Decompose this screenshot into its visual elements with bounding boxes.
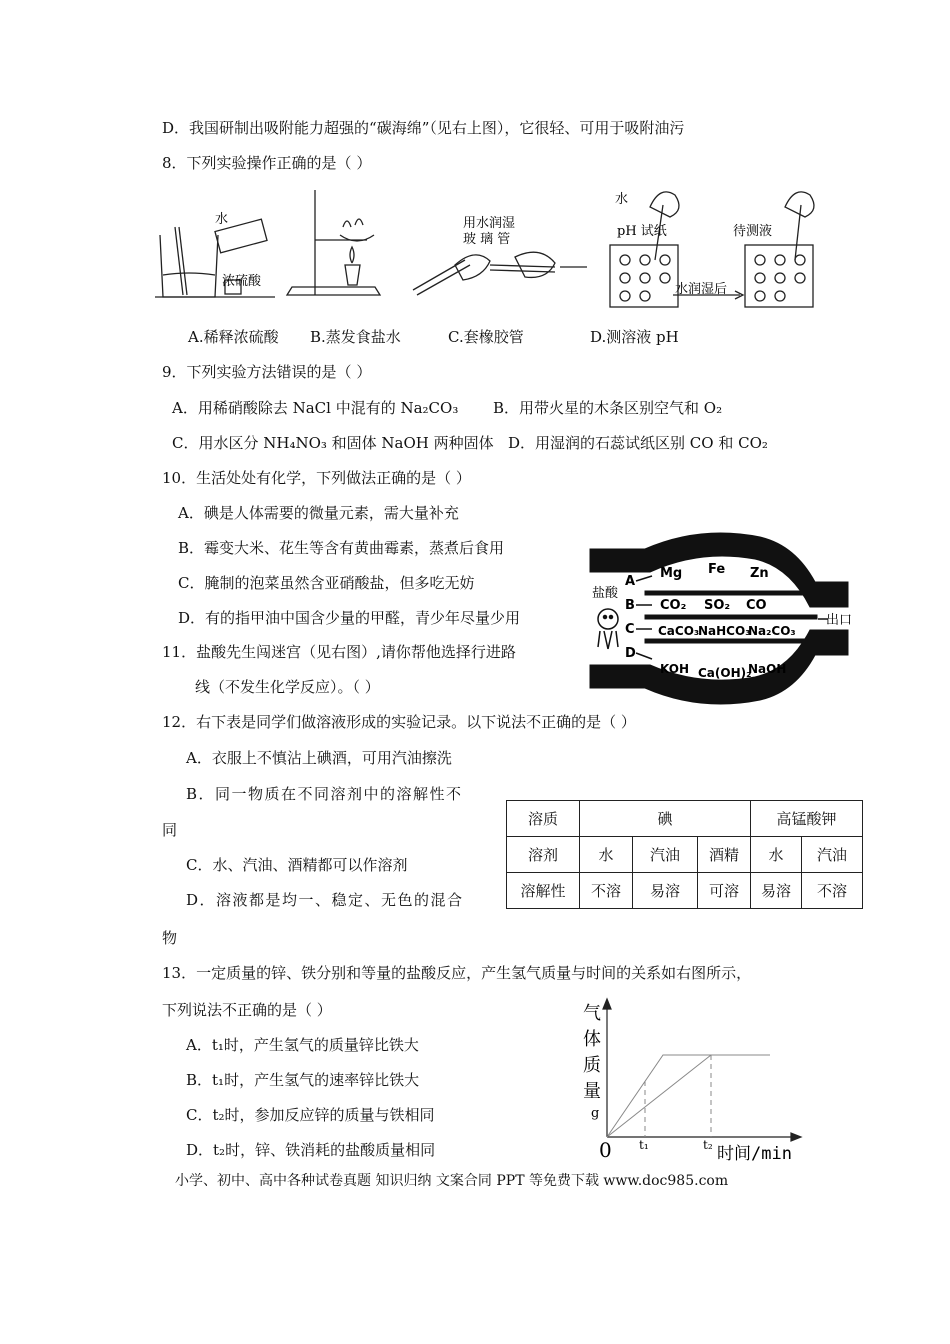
q8-option-b: B.蒸发食盐水 (310, 328, 401, 346)
table-row (507, 801, 863, 837)
table-cell: 溶剂 (507, 837, 580, 873)
maze-d-1: KOH (660, 662, 690, 676)
page-footer: 小学、初中、高中各种试卷真题 知识归纳 文案合同 PPT 等免费下载 www.doc985.com (175, 1173, 729, 1189)
fig-label-wet: 用水润湿 (463, 216, 516, 231)
maze-row-c-label: C (625, 622, 635, 637)
q13-stem-line2: 下列说法不正确的是（ ） (162, 1001, 332, 1019)
table-cell: 水 (751, 837, 802, 873)
q8-stem: 8．下列实验操作正确的是（ ） (162, 154, 372, 172)
origin-label: 0 (599, 1138, 612, 1162)
q10-option-a: A．碘是人体需要的微量元素，需大量补充 (178, 504, 459, 522)
table-cell: 不溶 (580, 873, 633, 909)
q10-option-c: C．腌制的泡菜虽然含亚硝酸盐，但多吃无妨 (178, 574, 475, 592)
table-row (507, 873, 863, 909)
maze-row-d-label: D (625, 646, 636, 661)
q8-option-d: D.测溶液 pH (590, 328, 679, 346)
q10-option-d: D．有的指甲油中国含少量的甲醛，青少年尽量少用 (178, 609, 521, 627)
fig-label-water: 水 (215, 212, 229, 227)
maze-b-3: CO (746, 598, 767, 613)
q12-option-d-line1: D．溶液都是均一、稳定、无色的混合 (186, 891, 464, 909)
q12-option-b-line1: B．同一物质在不同溶剂中的溶解性不 (186, 785, 463, 803)
hydrogen-mass-graph (575, 995, 805, 1165)
q9-option-a: A．用稀硝酸除去 NaCl 中混有的 Na₂CO₃ (172, 399, 459, 417)
maze-c-1: CaCO₃ (658, 624, 700, 638)
q10-stem: 10．生活处处有化学，下列做法正确的是（ ） (162, 469, 471, 487)
q12-option-d-line2: 物 (162, 929, 178, 947)
table-row (507, 837, 863, 873)
maze-row-a-label: A (625, 574, 636, 589)
table-cell: 溶质 (507, 801, 580, 837)
fig-label-tube: 玻 璃 管 (463, 232, 511, 247)
acid-maze-figure (590, 527, 853, 710)
table-cell: 高锰酸钾 (751, 801, 863, 837)
x-axis-label: 时间/min (717, 1144, 792, 1164)
q13-option-a: A．t₁时，产生氢气的质量锌比铁大 (186, 1036, 419, 1054)
y-unit-label: g (591, 1106, 600, 1121)
table-cell: 酒精 (698, 837, 751, 873)
solubility-table (506, 800, 863, 909)
q13-stem-line1: 13．一定质量的锌、铁分别和等量的盐酸反应，产生氢气质量与时间的关系如右图所示， (162, 964, 752, 982)
table-cell: 可溶 (698, 873, 751, 909)
q8-option-c: C.套橡胶管 (448, 328, 524, 346)
q11-line2: 线（不发生化学反应）。（ ） (195, 678, 380, 696)
q11-line1: 11．盐酸先生闯迷宫（见右图）,请你帮他选择行进路 (162, 643, 516, 661)
y-label-char-4: 量 (583, 1081, 601, 1102)
maze-a-2: Fe (708, 562, 726, 577)
table-cell: 易溶 (751, 873, 802, 909)
q9-option-d: D．用湿润的石蕊试纸区别 CO 和 CO₂ (508, 434, 768, 452)
maze-c-2: NaHCO₃ (698, 624, 751, 638)
fig-label-water2: 水 (615, 192, 629, 207)
t2-label: t₂ (703, 1138, 713, 1152)
table-cell: 汽油 (633, 837, 698, 873)
maze-b-2: SO₂ (704, 598, 731, 613)
maze-d-2: Ca(OH)₂ (698, 666, 752, 680)
q9-stem: 9．下列实验方法错误的是（ ） (162, 363, 372, 381)
fig-label-ph-paper: pH 试纸 (617, 224, 667, 239)
fig-label-test-liquid: 待测液 (733, 224, 773, 239)
table-cell: 碘 (580, 801, 751, 837)
maze-acid-label: 盐酸 (592, 586, 619, 601)
y-label-char-1: 气 (583, 1003, 601, 1024)
fig-label-after-wet: 水润湿后 (675, 282, 728, 297)
maze-b-1: CO₂ (660, 598, 687, 613)
maze-a-3: Zn (750, 566, 769, 581)
maze-exit-label: 出口 (826, 613, 853, 628)
figure-b-evaporate (287, 190, 380, 295)
q12-option-c: C．水、汽油、酒精都可以作溶剂 (186, 856, 408, 874)
table-cell: 汽油 (802, 837, 863, 873)
maze-d-3: NaOH (748, 662, 787, 676)
table-cell: 不溶 (802, 873, 863, 909)
maze-a-1: Mg (660, 566, 683, 581)
table-cell: 易溶 (633, 873, 698, 909)
q8-experiment-figures (155, 185, 855, 310)
q9-option-c: C．用水区分 NH₄NO₃ 和固体 NaOH 两种固体 (172, 434, 494, 452)
table-cell: 溶解性 (507, 873, 580, 909)
q13-option-c: C．t₂时，参加反应锌的质量与铁相同 (186, 1106, 435, 1124)
q12-option-a: A．衣服上不慎沾上碘酒，可用汽油擦洗 (186, 749, 452, 767)
q13-option-b: B．t₁时，产生氢气的速率锌比铁大 (186, 1071, 420, 1089)
fig-label-acid: 浓硫酸 (222, 274, 262, 289)
maze-row-b-label: B (625, 598, 635, 613)
q13-option-d: D．t₂时，锌、铁消耗的盐酸质量相同 (186, 1141, 436, 1159)
t1-label: t₁ (639, 1138, 649, 1152)
q12-stem: 12．右下表是同学们做溶液形成的实验记录。以下说法不正确的是（ ） (162, 713, 636, 731)
q9-option-b: B．用带火星的木条区别空气和 O₂ (493, 399, 723, 417)
figure-c-glass-tube (413, 252, 587, 295)
y-label-char-2: 体 (583, 1029, 601, 1050)
q8-option-a: A.稀释浓硫酸 (188, 328, 279, 346)
q7-option-d: D．我国研制出吸附能力超强的“碳海绵”（见右上图），它很轻、可用于吸附油污 (162, 119, 685, 137)
table-cell: 水 (580, 837, 633, 873)
y-label-char-3: 质 (583, 1055, 601, 1076)
q12-option-b-line2: 同 (162, 821, 178, 839)
maze-c-3: Na₂CO₃ (748, 624, 796, 638)
q10-option-b: B．霉变大米、花生等含有黄曲霉素，蒸煮后食用 (178, 539, 505, 557)
